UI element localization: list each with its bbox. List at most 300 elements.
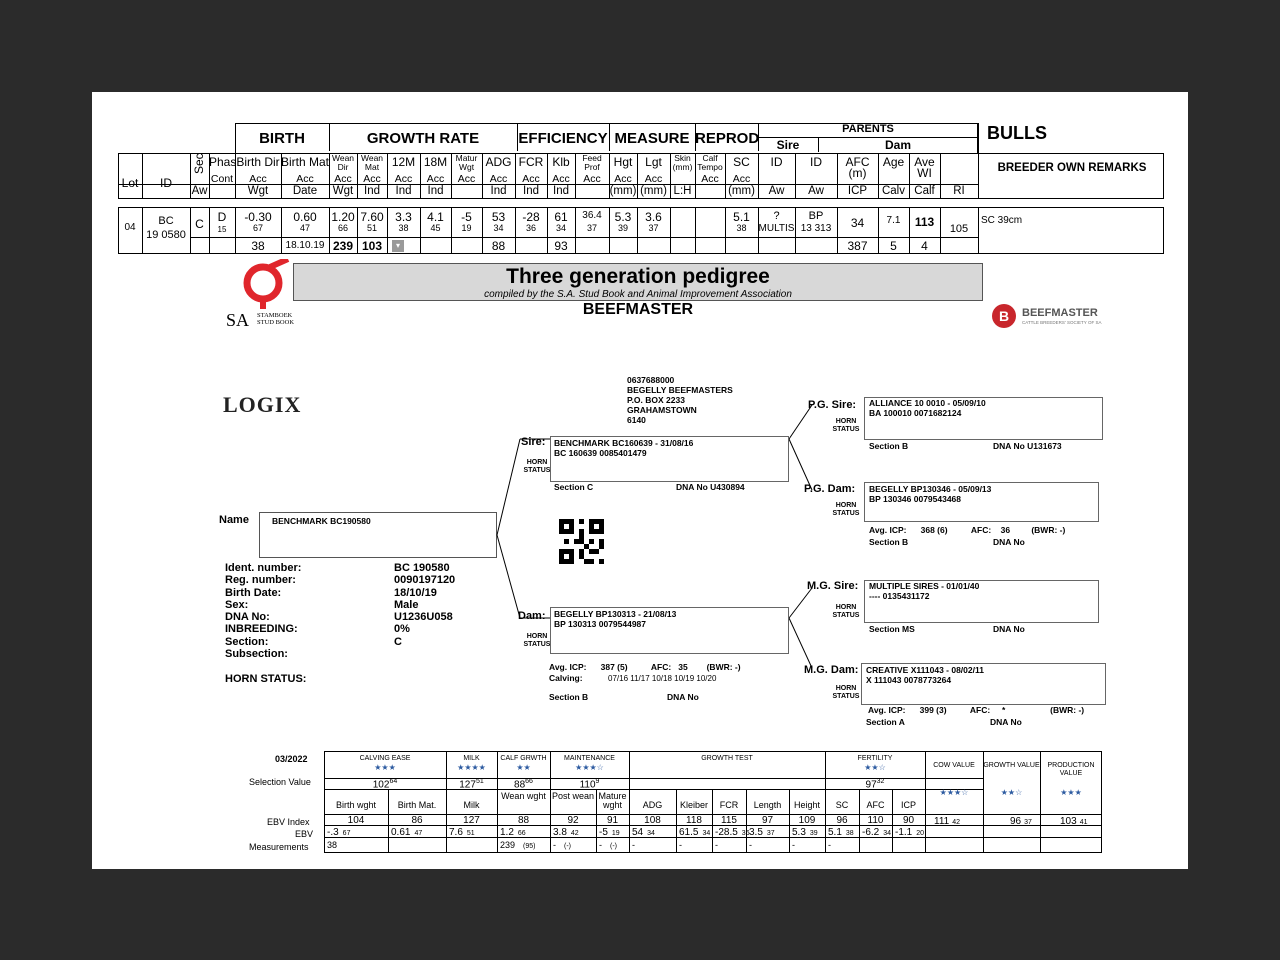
col-header-sec-sub: Aw xyxy=(191,185,208,197)
value-acc: 37 xyxy=(1024,819,1032,826)
dam-reg: BP 130313 0079544987 xyxy=(554,619,647,629)
col-header-birth-dir: Birth Dir xyxy=(236,155,280,169)
ebv-col-name: ICP xyxy=(900,800,916,810)
ebv-index-value: 97 xyxy=(761,815,774,826)
column-divider xyxy=(978,123,979,199)
status-text: STATUS xyxy=(832,510,860,517)
row-sc: 5.1 xyxy=(733,210,750,224)
measurements-label: Measurements xyxy=(249,842,309,852)
col-header-sec: Sec xyxy=(192,153,206,174)
col-header-adg: ADG xyxy=(485,155,512,169)
column-divider xyxy=(978,207,979,254)
ebv-acc: 36 xyxy=(741,830,750,837)
group-growth-rate: GROWTH RATE xyxy=(366,130,480,147)
sire-horn-status xyxy=(521,459,553,475)
row-wean-mat-acc: 51 xyxy=(366,223,377,233)
measurement-value: - xyxy=(679,840,682,850)
info-value: U1236U058 xyxy=(394,611,453,624)
dam-calving-label: Calving: xyxy=(549,673,583,683)
ebv-selection-milk xyxy=(446,778,497,790)
ebv-index-value: 109 xyxy=(798,815,816,826)
ebv-stars-cow_value: ★★★☆ xyxy=(939,788,969,797)
ebv-value xyxy=(749,827,788,838)
selection-acc: 51 xyxy=(475,778,484,785)
ebv-acc: 34 xyxy=(883,830,892,837)
ebv-acc: 51 xyxy=(466,830,475,837)
ebv-value xyxy=(679,827,711,838)
mg-dam-dna: DNA No xyxy=(990,717,1022,727)
ebv-value xyxy=(895,827,924,838)
info-label: Sex: xyxy=(225,598,249,611)
pg-sire-box xyxy=(864,397,1103,440)
logix-logo: LOGIX xyxy=(223,392,302,417)
ebv-measurement xyxy=(895,840,924,850)
group-parents: PARENTS xyxy=(842,123,894,135)
col-header-matur-wgt-acc: Acc xyxy=(457,173,476,185)
dam-icp: Avg. ICP: 387 (5) AFC: 35 (BWR: -) xyxy=(549,662,741,672)
ebv-cow-value xyxy=(934,816,960,827)
mg-sire-dna: DNA No xyxy=(993,624,1025,634)
value-number: 111 xyxy=(934,816,950,827)
ebv-value xyxy=(632,827,675,838)
selection-acc: 64 xyxy=(389,778,398,785)
pg-sire-label: P.G. Sire: xyxy=(808,399,857,411)
measurement-value: 239 xyxy=(500,840,516,850)
mg-sire-label: M.G. Sire: xyxy=(807,580,859,592)
mg-sire-section: Section MS xyxy=(869,624,915,634)
pg-dam-section: Section B xyxy=(869,537,909,547)
row-adg-acc: 34 xyxy=(493,223,504,233)
info-value: BC 190580 xyxy=(394,562,450,574)
col-header-phas-acc: Cont xyxy=(210,173,234,185)
row-birth-mat-acc: 47 xyxy=(299,223,310,233)
ebv-col-name: Mature wght xyxy=(598,791,627,810)
pg-dam-horn-status xyxy=(830,502,862,518)
col-header-age: Age xyxy=(882,155,905,169)
column-divider xyxy=(142,153,143,199)
col-header-18m: 18M xyxy=(423,155,448,169)
group-birth: BIRTH xyxy=(259,130,305,147)
pg-sire-horn-status xyxy=(830,418,862,434)
measurement-sub: (95) xyxy=(523,843,536,850)
col-header-wean-dir-sub: Wgt xyxy=(332,185,354,197)
row-adg: 53 xyxy=(491,210,506,224)
row-wean-ind: 103 xyxy=(361,239,383,253)
ebv-acc: 67 xyxy=(342,830,351,837)
ebv-number: -5 xyxy=(599,827,608,838)
col-header-ri-sub: RI xyxy=(953,185,965,197)
ebv-production-value xyxy=(1060,816,1087,827)
col-header-birth-mat-acc: Acc xyxy=(296,173,314,185)
beefmaster-logo-text: BEEFMASTER xyxy=(1022,307,1098,319)
horn-text: HORN xyxy=(835,502,857,509)
measurement-value: - xyxy=(715,840,718,850)
address-line: 0637688000 xyxy=(627,375,675,385)
ebv-value xyxy=(792,827,824,838)
ebv-index-value: 118 xyxy=(686,815,702,826)
selection-acc: 9 xyxy=(595,778,600,785)
breed-name: BEEFMASTER xyxy=(582,301,694,318)
col-header-18m-acc: Acc xyxy=(426,173,445,185)
ebv-group-growth_test: GROWTH TEST xyxy=(701,755,753,762)
mg-dam-horn-status xyxy=(830,685,862,701)
col-header-feed-prof: Feed Prof xyxy=(582,153,602,172)
measurement-value: 38 xyxy=(327,840,338,850)
ebv-date: 03/2022 xyxy=(275,754,308,764)
ebv-measurement xyxy=(391,840,445,850)
measurement-sub: (-) xyxy=(564,843,571,850)
row-age: 7.1 xyxy=(886,215,901,226)
measurement-value: - xyxy=(792,840,795,850)
measurement-value: - xyxy=(632,840,635,850)
horn-text: HORN xyxy=(835,418,857,425)
ebv-col-name: Kleiber xyxy=(679,800,708,810)
dam-name: BEGELLY BP130313 - 21/08/13 xyxy=(554,609,677,619)
value-number: 103 xyxy=(1060,816,1077,827)
measurement-sub: (-) xyxy=(610,843,617,850)
value-acc: 41 xyxy=(1079,819,1088,826)
column-divider xyxy=(695,207,696,254)
dam-box xyxy=(550,607,789,654)
ebv-growth-value xyxy=(1010,816,1032,827)
col-header-sire-id: ID xyxy=(770,155,783,169)
ebv-measurement xyxy=(599,840,628,850)
mg-sire-name: MULTIPLE SIRES - 01/01/40 xyxy=(869,581,980,591)
selection-value: 88 xyxy=(514,779,526,791)
ebv-acc: 39 xyxy=(809,830,818,837)
ebv-index-value: 91 xyxy=(606,815,619,826)
value-acc: 42 xyxy=(952,819,960,826)
ebv-group-calf_growth: CALF GRWTH xyxy=(500,755,547,762)
row-12m: 3.3 xyxy=(395,210,412,224)
ebv-measurement xyxy=(327,840,387,850)
mg-sire-horn-status xyxy=(830,604,862,620)
col-header-12m-sub: Ind xyxy=(395,185,412,197)
remarks-header: BREEDER OWN REMARKS xyxy=(997,162,1147,174)
measurement-value: - xyxy=(749,840,752,850)
ebv-col-name: AFC xyxy=(866,800,885,810)
col-header-adg-acc: Acc xyxy=(489,173,508,185)
mg-dam-section: Section A xyxy=(866,717,905,727)
ebv-index-value: 108 xyxy=(644,815,661,826)
sire-section: Section C xyxy=(554,482,594,492)
info-label: INBREEDING: xyxy=(225,623,298,636)
row-18m: 4.1 xyxy=(427,210,444,224)
ebv-selection-calf xyxy=(497,778,550,790)
ebv-value xyxy=(327,827,387,838)
ebv-col-name: Wean wght xyxy=(501,791,546,801)
ebv-stars-maintenance: ★★★☆ xyxy=(575,763,604,772)
ebv-number: 7.6 xyxy=(449,827,463,838)
col-header-age-sub: Calv xyxy=(881,185,905,197)
mg-sire-box xyxy=(864,580,1099,623)
col-header-wean-dir-acc: Acc xyxy=(334,173,352,185)
group-efficiency: EFFICIENCY xyxy=(518,130,608,147)
ebv-col-name: FCR xyxy=(719,800,739,810)
ebv-selection-fert xyxy=(825,778,925,790)
ebv-number: -6.2 xyxy=(862,827,880,838)
status-text: STATUS xyxy=(832,426,860,433)
selection-value: 102 xyxy=(372,779,390,791)
row-12m-acc: 38 xyxy=(398,223,409,233)
col-header-wean-mat-sub: Ind xyxy=(364,185,380,197)
info-label: DNA No: xyxy=(225,611,270,624)
col-header-klb-acc: Acc xyxy=(552,173,570,185)
info-value: 18/10/19 xyxy=(394,586,437,599)
col-header-12m-acc: Acc xyxy=(394,173,413,185)
row-ri: 105 xyxy=(949,223,969,235)
ebv-index-value: 92 xyxy=(567,815,579,826)
ebv-value xyxy=(391,827,445,838)
col-header-adg-sub: Ind xyxy=(490,185,507,197)
ebv-col-name: Birth wght xyxy=(335,800,377,810)
row-lgt: 3.6 xyxy=(645,210,662,224)
row-adg-ind: 88 xyxy=(491,239,506,253)
ebv-value xyxy=(553,827,595,838)
mg-dam-icp: Avg. ICP: 399 (3) AFC: * (BWR: -) xyxy=(868,705,1085,715)
row-klb: 61 xyxy=(554,210,568,224)
pedigree-title: Three generation pedigree xyxy=(506,265,770,288)
selection-value: 97 xyxy=(865,779,877,791)
row-remarks: SC 39cm xyxy=(981,215,1023,226)
row-id-1: BC xyxy=(158,215,174,227)
info-label: Section: xyxy=(225,635,269,648)
ebv-acc: 34 xyxy=(702,830,711,837)
row-hgt: 5.3 xyxy=(614,210,632,224)
col-header-fcr: FCR xyxy=(518,155,544,169)
ebv-selection-calving xyxy=(324,778,446,790)
ebv-measurement xyxy=(679,840,711,850)
pg-sire-dna: DNA No U131673 xyxy=(993,441,1062,451)
row-18m-acc: 45 xyxy=(430,223,441,233)
row-dam-sub: 13 313 xyxy=(800,223,832,234)
name-label: Name xyxy=(219,514,249,526)
row-hgt-acc: 39 xyxy=(617,223,628,233)
col-header-fcr-sub: Ind xyxy=(523,185,539,197)
col-header-afc: AFC (m) xyxy=(845,155,870,180)
ebv-measurement xyxy=(553,840,595,850)
measurement-value: - xyxy=(828,840,831,850)
row-lgt-acc: 37 xyxy=(648,223,659,233)
dam-horn-status xyxy=(521,633,553,649)
ebv-index-value: 115 xyxy=(721,815,737,826)
ebv-index-value: 90 xyxy=(902,815,915,826)
row-dam-id: BP xyxy=(808,210,824,222)
ebv-group-milk: MILK xyxy=(463,755,480,762)
col-header-phas: Phas xyxy=(209,155,237,169)
selection-acc: 66 xyxy=(525,778,533,785)
col-header-dam-id: ID xyxy=(810,155,822,169)
horn-text: HORN xyxy=(835,685,857,692)
row-fcr-ind: 93 xyxy=(554,239,568,253)
beefmaster-icon: B xyxy=(992,304,1016,328)
ebv-col-name: Height xyxy=(793,800,820,810)
mg-sire-reg: ---- 0135431172 xyxy=(869,591,930,601)
dam-calving: 07/16 11/17 10/18 10/19 10/20 xyxy=(608,674,717,683)
ebv-stars-calving: ★★★ xyxy=(374,763,396,772)
address-line: 6140 xyxy=(627,415,646,425)
col-header-birth-mat: Birth Mat xyxy=(281,155,330,169)
ebv-col-name: Length xyxy=(753,800,782,810)
col-header-ave-wi-sub: Calf xyxy=(914,185,935,197)
address-line: BEGELLY BEEFMASTERS xyxy=(627,385,733,395)
ebv-col-name: ADG xyxy=(642,800,663,810)
mg-dam-name: CREATIVE X111043 - 08/02/11 xyxy=(866,665,984,675)
selection-value-label: Selection Value xyxy=(249,777,311,787)
ebv-index-value: 86 xyxy=(411,815,423,826)
col-header-18m-sub: Ind xyxy=(427,185,444,197)
pg-sire-name: ALLIANCE 10 0010 - 05/09/10 xyxy=(869,398,986,408)
ebv-value xyxy=(828,827,858,838)
dam-section: Section B xyxy=(549,692,589,702)
col-header-ave-wi: Ave WI xyxy=(914,155,935,180)
ebv-measurement xyxy=(862,840,891,850)
qr-code-image xyxy=(559,519,604,564)
status-text: STATUS xyxy=(832,693,860,700)
col-header-hgt-sub: (mm) xyxy=(609,185,637,197)
row-sc-acc: 38 xyxy=(736,223,747,233)
info-label: Subsection: xyxy=(225,648,288,661)
status-text: STATUS xyxy=(523,641,551,648)
col-header-sc: SC xyxy=(733,155,750,169)
ebv-stars-fertility: ★★☆ xyxy=(864,763,886,772)
ebv-value xyxy=(862,827,891,838)
info-value: Male xyxy=(394,598,419,611)
col-header-id: ID xyxy=(160,176,172,190)
ebv-group-cow_value: COW VALUE xyxy=(933,762,975,769)
pg-sire-section: Section B xyxy=(869,441,909,451)
pg-dam-dna: DNA No xyxy=(993,537,1025,547)
info-value: 0% xyxy=(394,623,410,636)
dropdown-icon[interactable]: ▾ xyxy=(392,240,404,252)
ebv-selection-maint xyxy=(550,778,629,790)
column-divider xyxy=(118,153,119,199)
ebv-value xyxy=(449,827,496,838)
col-header-birth-dir-sub: Wgt xyxy=(247,185,269,197)
col-header-lgt-sub: (mm) xyxy=(640,185,667,197)
col-header-fcr-acc: Acc xyxy=(522,173,540,185)
ebv-stars-growth_value: ★★☆ xyxy=(1000,788,1023,797)
pg-dam-icp: Avg. ICP: 368 (6) AFC: 36 (BWR: -) xyxy=(869,525,1066,535)
col-header-lot: Lot xyxy=(121,176,139,190)
ebv-value xyxy=(500,827,549,838)
row-phas-sub: 15 xyxy=(217,225,227,234)
beefmaster-logo-sub: CATTLE BREEDERS' SOCIETY OF SA xyxy=(1022,320,1102,325)
address-line: GRAHAMSTOWN xyxy=(627,405,697,415)
col-header-skin: Skin (mm) xyxy=(672,153,693,172)
horn-text: HORN xyxy=(526,459,548,466)
selection-value: 127 xyxy=(459,779,476,791)
ebv-acc: 34 xyxy=(647,830,655,837)
row-klb-acc: 34 xyxy=(555,223,566,233)
sa-logo-studbook: STUD BOOK xyxy=(257,319,295,326)
ebv-number: 5.3 xyxy=(792,827,806,838)
col-header-12m: 12M xyxy=(391,155,416,169)
ebv-measurement xyxy=(715,840,745,850)
ebv-number: -28.5 xyxy=(715,827,738,838)
ebv-col-name: Milk xyxy=(463,800,480,810)
col-header-matur-wgt: Matur Wgt xyxy=(455,153,478,172)
ebv-index-value: 104 xyxy=(347,815,365,826)
sire-dna: DNA No U430894 xyxy=(676,482,745,492)
row-birth-mat: 0.60 xyxy=(293,210,317,224)
info-value: 0090197120 xyxy=(394,574,456,587)
ebv-group-growth_value: GROWTH VALUE xyxy=(983,762,1040,769)
col-header-wean-dir: Wean Dir xyxy=(331,153,355,172)
row-birth-dir: -0.30 xyxy=(244,210,272,224)
ebv-measurement xyxy=(749,840,788,850)
ebv-col-name: Post wean xyxy=(551,791,595,801)
col-header-sire-id-sub: Aw xyxy=(768,185,785,197)
info-label: Birth Date: xyxy=(225,586,282,599)
sire-reg: BC 160639 0085401479 xyxy=(554,448,647,458)
bulls-heading: BULLS xyxy=(987,123,1047,143)
ebv-group-maintenance: MAINTENANCE xyxy=(564,755,615,762)
sire-box xyxy=(550,436,789,482)
col-header-skin-sub: L:H xyxy=(673,185,692,197)
ebv-acc: 42 xyxy=(570,830,579,837)
row-wean-dir: 1.20 xyxy=(331,210,355,224)
ebv-stars-production_value: ★★★ xyxy=(1060,788,1082,797)
row-matur-acc: 19 xyxy=(461,223,472,233)
sa-logo-stamboek: STAMBOEK xyxy=(257,312,293,319)
row-sire-id: ? xyxy=(773,210,780,222)
status-text: STATUS xyxy=(523,467,551,474)
row-afc: 34 xyxy=(850,216,865,230)
row-fcr-acc: 36 xyxy=(525,223,536,233)
column-divider xyxy=(670,207,671,254)
horn-text: HORN xyxy=(835,604,857,611)
row-birth-dir-acc: 67 xyxy=(252,223,263,233)
row-birth-date: 18.10.19 xyxy=(285,240,325,251)
ebv-measurement xyxy=(828,840,858,850)
col-header-birth-dir-acc: Acc xyxy=(249,173,267,185)
col-header-klb-sub: Ind xyxy=(553,185,569,197)
info-label: Ident. number: xyxy=(225,562,302,574)
group-reprod: REPROD xyxy=(695,130,760,147)
ebv-number: 54 xyxy=(632,827,644,838)
col-header-dam-id-sub: Aw xyxy=(808,185,824,197)
selection-acc: 32 xyxy=(876,778,885,785)
row-fcr: -28 xyxy=(522,210,540,224)
mg-dam-reg: X 111043 0078773264 xyxy=(866,675,952,685)
status-text: STATUS xyxy=(832,612,860,619)
col-header-wean-mat: Wean Mat xyxy=(360,153,384,172)
ebv-number: 5.1 xyxy=(828,827,842,838)
info-label: Reg. number: xyxy=(225,574,296,587)
ebv-acc: 19 xyxy=(611,830,620,837)
ebv-number: 61.5 xyxy=(679,827,699,838)
pg-dam-label: P.G. Dam: xyxy=(804,483,856,495)
ebv-measurement xyxy=(792,840,824,850)
ebv-number: -.3 xyxy=(327,827,339,838)
col-header-klb: Klb xyxy=(552,155,570,169)
mg-dam-label: M.G. Dam: xyxy=(804,664,859,676)
ebv-col-name: SC xyxy=(835,800,849,810)
ebv-acc: 47 xyxy=(414,830,423,837)
col-header-sc-acc: Acc xyxy=(732,173,751,185)
row-feed: 36.4 xyxy=(582,210,602,221)
ebv-measurement xyxy=(500,840,549,850)
pg-dam-reg: BP 130346 0079543468 xyxy=(869,494,962,504)
group-measure: MEASURE xyxy=(614,130,690,147)
measurement-value: - xyxy=(553,840,556,850)
catalogue-page xyxy=(92,92,1188,869)
dam-dna: DNA No xyxy=(667,692,699,702)
value-number: 96 xyxy=(1010,816,1022,827)
row-calv: 5 xyxy=(890,239,897,253)
ebv-label: EBV xyxy=(295,829,314,839)
